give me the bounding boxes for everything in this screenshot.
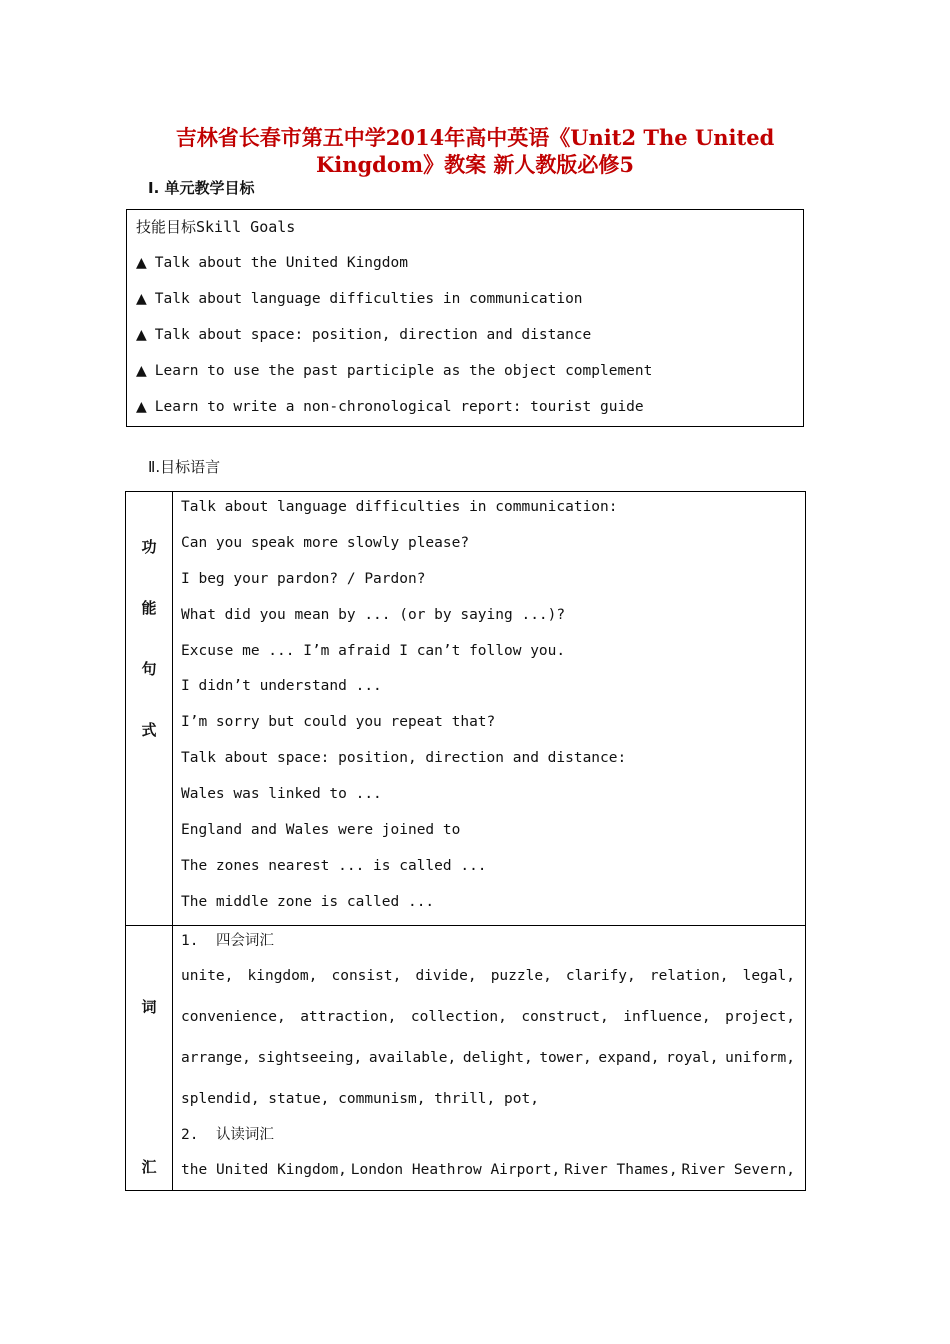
vocab-subheading-four-skills: 1. 四会词汇 — [181, 933, 274, 949]
function-sentence: England and Wales were joined to — [181, 822, 461, 839]
triangle-bullet-icon: ▲ — [136, 255, 147, 271]
function-sentence: Talk about language difficulties in communication: — [181, 499, 618, 515]
vocab-line: convenience, attraction, collection, construct, influence, project, — [181, 1009, 795, 1025]
label-char: 式 — [141, 721, 157, 739]
vocabulary-row — [126, 926, 806, 1191]
vocab-line: splendid, statue, communism, thrill, pot, — [181, 1091, 539, 1107]
label-char: 词 — [141, 998, 157, 1016]
section-heading-target-language: Ⅱ.目标语言 — [148, 458, 221, 476]
section-heading-objectives: Ⅰ. 单元教学目标 — [148, 179, 255, 197]
function-sentence: Wales was linked to ... — [181, 786, 382, 803]
target-language-table — [125, 491, 806, 1191]
skill-goal-item: ▲ Learn to use the past participle as the object complement — [136, 363, 653, 379]
triangle-bullet-icon: ▲ — [136, 363, 147, 379]
functions-label-cell — [126, 492, 173, 926]
skill-goal-item: ▲ Learn to write a non-chronological report: tourist guide — [136, 399, 644, 415]
vocab-line: unite, kingdom, consist, divide, puzzle, clarify, relation, legal, — [181, 968, 795, 984]
skill-goal-item: ▲ Talk about the United Kingdom — [136, 255, 408, 271]
function-sentence: What did you mean by ... (or by saying ...)? — [181, 606, 566, 623]
title-line-1: 吉林省长春市第五中学2014年高中英语《Unit2 The United — [175, 125, 775, 150]
skill-goals-header: 技能目标Skill Goals — [136, 218, 296, 236]
triangle-bullet-icon: ▲ — [136, 291, 147, 307]
functions-row — [126, 492, 806, 926]
skill-goal-item: ▲ Talk about language difficulties in communication — [136, 291, 583, 307]
vocab-line: arrange, sightseeing, available, delight, tower, expand, royal, uniform, — [181, 1050, 795, 1066]
function-sentence: Can you speak more slowly please? — [181, 534, 470, 551]
function-sentence: Excuse me ... I’m afraid I can’t follow you. — [181, 642, 566, 659]
label-char: 汇 — [141, 1158, 157, 1176]
skill-goal-item: ▲ Talk about space: position, direction and distance — [136, 327, 592, 343]
function-sentence: The zones nearest ... is called ... — [181, 857, 487, 874]
label-char: 句 — [141, 660, 157, 678]
vocab-line: the United Kingdom, London Heathrow Airport, River Thames, River Severn, — [181, 1162, 795, 1178]
label-char: 能 — [141, 599, 157, 617]
function-sentence: I didn’t understand ... — [181, 678, 382, 695]
vocab-subheading-recognition: 2. 认读词汇 — [181, 1127, 274, 1143]
document-title — [120, 124, 830, 178]
title-line-2: Kingdom》教案 新人教版必修5 — [315, 152, 634, 177]
vocabulary-content-cell — [173, 926, 806, 1191]
vocabulary-label-cell — [126, 926, 173, 1191]
triangle-bullet-icon: ▲ — [136, 399, 147, 415]
label-char: 功 — [141, 538, 157, 556]
function-sentence: I’m sorry but could you repeat that? — [181, 714, 496, 731]
triangle-bullet-icon: ▲ — [136, 327, 147, 343]
function-sentence: I beg your pardon? / Pardon? — [181, 570, 426, 587]
function-sentence: Talk about space: position, direction and distance: — [181, 750, 627, 767]
function-sentence: The middle zone is called ... — [181, 893, 435, 910]
skill-goals-box — [126, 209, 804, 427]
functions-content-cell — [173, 492, 806, 926]
